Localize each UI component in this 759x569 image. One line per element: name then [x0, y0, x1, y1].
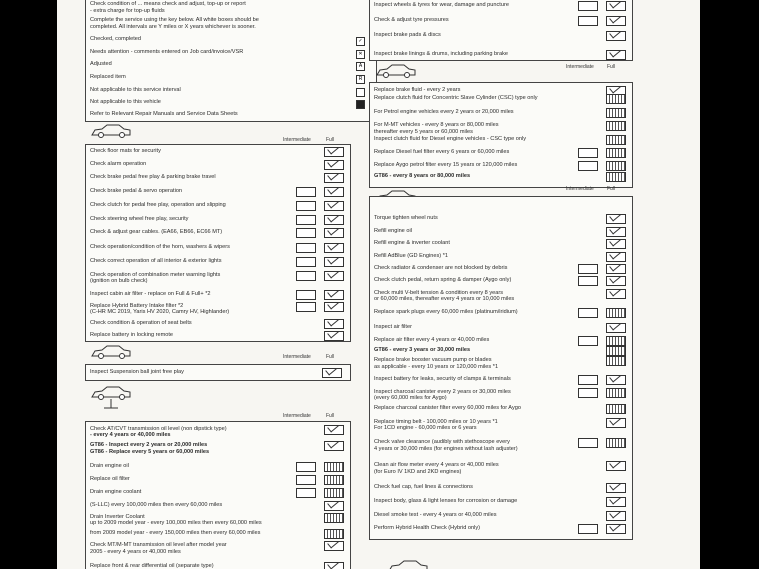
intermediate-checkbox[interactable]	[296, 215, 316, 225]
full-checkbox[interactable]	[324, 513, 344, 523]
full-checkbox[interactable]	[606, 346, 626, 356]
checklist-item: For M-MT vehicles - every 8 years or 80,000 miles	[374, 122, 499, 128]
full-checkbox[interactable]	[606, 16, 626, 26]
full-checkbox[interactable]	[606, 289, 626, 299]
key-line: Refer to Relevant Repair Manuals and Service Data Sheets	[90, 111, 238, 117]
checklist-item: Refill engine oil	[374, 228, 412, 234]
col-header-intermediate: Intermediate	[566, 186, 594, 192]
full-checkbox[interactable]	[324, 475, 344, 485]
intermediate-checkbox[interactable]	[296, 462, 316, 472]
checklist-item: Inspect body, glass & light lenses for corrosion or damage	[374, 498, 518, 504]
checklist-item: For Petrol engine vehicles every 2 years or 20,000 miles	[374, 109, 514, 115]
full-checkbox[interactable]	[324, 302, 344, 312]
checklist-item: Check brake pedal & servo operation	[90, 188, 183, 194]
intermediate-checkbox[interactable]	[578, 308, 598, 318]
checklist-item: Check floor mats for security	[90, 148, 161, 154]
service-checklist-sheet	[57, 0, 700, 569]
checklist-item: Check operation of combination meter warning lights	[90, 272, 221, 278]
key-line: Complete the service using the key below. All white boxes should be	[90, 17, 259, 23]
key-panel	[85, 0, 377, 122]
car-on-lift-icon	[90, 386, 136, 410]
checklist-item: Drain engine oil	[90, 463, 129, 469]
left-section-cabin	[85, 144, 351, 342]
checklist-item: Inspect air filter	[374, 324, 412, 330]
col-header-intermediate: Intermediate	[283, 137, 311, 143]
checklist-item: Check fuel cap, fuel lines & connections	[374, 484, 473, 490]
full-checkbox[interactable]	[606, 438, 626, 448]
checklist-item: Replace air filter every 4 years or 40,000 miles	[374, 337, 490, 343]
intermediate-checkbox[interactable]	[296, 475, 316, 485]
checklist-item: GT86 - every 8 years or 80,000 miles	[374, 173, 471, 179]
key-line: Adjusted	[90, 61, 112, 67]
checklist-item: up to 2009 model year - every 100,000 miles then every 60,000 miles	[90, 520, 262, 526]
key-line: - extra charge for top-up fluids	[90, 8, 165, 14]
checklist-item: Check alarm operation	[90, 161, 147, 167]
full-checkbox[interactable]	[324, 201, 344, 211]
intermediate-checkbox[interactable]	[296, 488, 316, 498]
full-checkbox[interactable]	[606, 497, 626, 507]
checklist-item: Replace front & rear differential oil (separate type)	[90, 563, 214, 569]
checklist-item: Check condition & operation of seat belts	[90, 320, 192, 326]
full-checkbox[interactable]	[606, 404, 626, 414]
checklist-item: Replace brake booster vacuum pump or blades	[374, 357, 492, 363]
intermediate-checkbox[interactable]	[578, 375, 598, 385]
key-line: Needs attention - comments entered on Job card/invoice/VSR	[90, 49, 244, 55]
intermediate-checkbox[interactable]	[578, 264, 598, 274]
full-checkbox[interactable]	[606, 388, 626, 398]
intermediate-checkbox[interactable]	[296, 243, 316, 253]
checklist-item: Check operation/condition of the horn, washers & wipers	[90, 244, 230, 250]
full-checkbox[interactable]	[606, 172, 626, 182]
checklist-item: or 60,000 miles, thereafter every 4 years or 10,000 miles	[374, 296, 515, 302]
checklist-item: Perform Hybrid Health Check (Hybrid only)	[374, 525, 481, 531]
full-checkbox[interactable]	[324, 173, 344, 183]
checklist-item: Check correct operation of all interior & exterior lights	[90, 258, 222, 264]
full-checkbox[interactable]	[606, 94, 626, 104]
full-checkbox[interactable]	[324, 187, 344, 197]
full-checkbox[interactable]	[606, 148, 626, 158]
full-checkbox[interactable]	[606, 31, 626, 41]
checklist-item: Check radiator & condenser are not blocked by debris	[374, 265, 508, 271]
checklist-item: Replace Aygo petrol filter every 15 years or 120,000 miles	[374, 162, 518, 168]
checklist-item: Replace battery in locking remote	[90, 332, 174, 338]
checklist-item: Inspect Suspension ball joint free play	[90, 369, 184, 375]
col-header-intermediate: Intermediate	[566, 64, 594, 70]
intermediate-checkbox[interactable]	[296, 257, 316, 267]
key-line: Not applicable to this vehicle	[90, 99, 161, 105]
full-checkbox[interactable]	[606, 461, 626, 471]
col-header-full: Full	[326, 137, 335, 143]
checklist-item: Check clutch pedal, return spring & damper (Aygo only)	[374, 277, 512, 283]
key-line: Not applicable to this service interval	[90, 87, 181, 93]
intermediate-checkbox[interactable]	[578, 148, 598, 158]
checklist-item: (for Euro IV 1KD and 2KD engines)	[374, 469, 462, 475]
key-line: Replaced item	[90, 74, 126, 80]
left-section-suspension	[85, 364, 351, 381]
intermediate-checkbox[interactable]	[296, 187, 316, 197]
full-checkbox[interactable]	[324, 541, 344, 551]
intermediate-checkbox[interactable]	[578, 1, 598, 11]
checklist-item: Replace brake fluid - every 2 years	[374, 87, 461, 93]
key-symbol-not-interval	[356, 88, 365, 97]
checklist-item: GT86 - Replace every 5 years or 60,000 miles	[90, 449, 210, 455]
checklist-item: - every 4 years or 40,000 miles	[90, 432, 171, 438]
checklist-item: Check valve clearance (audibly with stethoscope every	[374, 439, 510, 445]
checklist-item: (C-HR MC 2019, Yaris HV 2020, Camry HV, Highlander)	[90, 309, 230, 315]
checklist-item: Replace Hybrid Battery Intake filter *2	[90, 303, 184, 309]
right-section-wheels	[369, 0, 633, 61]
checklist-item: as applicable - every 10 years or 120,000 miles *1	[374, 364, 499, 370]
col-header-full: Full	[326, 413, 335, 419]
checklist-item: Refill AdBlue (GD Engines) *1	[374, 253, 448, 259]
full-checkbox[interactable]	[606, 1, 626, 11]
checklist-item: Inspect cabin air filter - replace on Full & Full+ *2	[90, 291, 211, 297]
checklist-item: from 2009 model year - every 150,000 miles then every 60,000 miles	[90, 530, 261, 536]
checklist-item: Refill engine & inverter coolant	[374, 240, 450, 246]
full-checkbox[interactable]	[606, 323, 626, 333]
left-section-underbody	[85, 421, 351, 569]
full-checkbox[interactable]	[324, 425, 344, 435]
intermediate-checkbox[interactable]	[578, 388, 598, 398]
key-symbol-not-vehicle: ■	[356, 100, 365, 109]
full-checkbox[interactable]	[606, 356, 626, 366]
checklist-item: Check brake pedal free play & parking brake travel	[90, 174, 216, 180]
right-section-engine	[369, 196, 633, 540]
checklist-item: Check multi V-belt tension & condition every 8 years	[374, 290, 504, 296]
checklist-item: Clean air flow meter every 4 years or 40,000 miles	[374, 462, 499, 468]
checklist-item: (S-LLC) every 100,000 miles then every 60,000 miles	[90, 502, 223, 508]
intermediate-checkbox[interactable]	[296, 271, 316, 281]
checklist-item: Replace Diesel fuel filter every 6 years or 60,000 miles	[374, 149, 510, 155]
intermediate-checkbox[interactable]	[578, 438, 598, 448]
col-header-full: Full	[607, 64, 616, 70]
full-checkbox[interactable]	[324, 228, 344, 238]
full-checkbox[interactable]	[606, 135, 626, 145]
intermediate-checkbox[interactable]	[296, 228, 316, 238]
car-icon	[90, 345, 132, 359]
checklist-item: Torque tighten wheel nuts	[374, 215, 438, 221]
col-header-intermediate: Intermediate	[283, 354, 311, 360]
full-checkbox[interactable]	[606, 121, 626, 131]
full-checkbox[interactable]	[324, 331, 344, 341]
intermediate-checkbox[interactable]	[578, 161, 598, 171]
checklist-item: Check steering wheel free play, security	[90, 216, 189, 222]
intermediate-checkbox[interactable]	[578, 336, 598, 346]
checklist-item: Check & adjust tyre pressures	[374, 17, 449, 23]
full-checkbox[interactable]	[324, 562, 344, 569]
full-checkbox[interactable]	[606, 524, 626, 534]
car-icon	[90, 124, 132, 138]
checklist-item: GT86 - Inspect every 2 years or 20,000 miles	[90, 442, 208, 448]
checklist-item: thereafter every 5 years or 60,000 miles	[374, 129, 473, 135]
intermediate-checkbox[interactable]	[578, 276, 598, 286]
checklist-item: Diesel smoke test - every 4 years or 40,000 miles	[374, 512, 497, 518]
checklist-item: Inspect brake linings & drums, including parking brake	[374, 51, 509, 57]
checklist-item: Replace oil filter	[90, 476, 130, 482]
key-symbol-replaced: R	[356, 75, 365, 84]
checklist-item: Replace timing belt - 100,000 miles or 10 years *1	[374, 419, 498, 425]
full-checkbox[interactable]	[606, 483, 626, 493]
full-checkbox[interactable]	[606, 336, 626, 346]
key-line: Checked, completed	[90, 36, 141, 42]
checklist-item: (ignition on bulb check)	[90, 278, 148, 284]
checklist-item: 2005 - every 4 years or 40,000 miles	[90, 549, 181, 555]
col-header-intermediate: Intermediate	[283, 413, 311, 419]
full-checkbox[interactable]	[324, 257, 344, 267]
checklist-item: For 1CD engine - 60,000 miles or 6 years	[374, 425, 477, 431]
checklist-item: 4 years or 30,000 miles (for engines without lash adjuster)	[374, 446, 518, 452]
intermediate-checkbox[interactable]	[578, 524, 598, 534]
checklist-item: Inspect clutch fluid for Diesel engine vehicles - CSC type only	[374, 136, 527, 142]
checklist-item: Check MT/M-MT transmission oil level after model year	[90, 542, 227, 548]
key-symbol-checked: ✓	[356, 37, 365, 46]
car-icon	[387, 560, 429, 569]
car-icon	[375, 64, 417, 78]
checklist-item: GT86 - every 3 years or 30,000 miles	[374, 347, 471, 353]
intermediate-checkbox[interactable]	[296, 302, 316, 312]
checklist-item: Check AT/CVT transmission oil level (non dipstick type)	[90, 426, 227, 432]
intermediate-checkbox[interactable]	[296, 290, 316, 300]
full-checkbox[interactable]	[606, 108, 626, 118]
checklist-item: Check clutch for pedal free play, operation and slipping	[90, 202, 226, 208]
full-checkbox[interactable]	[606, 308, 626, 318]
key-line: completed. All intervals are Y miles or X years whichever is sooner.	[90, 24, 256, 30]
checklist-item: Drain Inverter Coolant	[90, 514, 145, 520]
checklist-item: Inspect charcoal canister every 2 years or 30,000 miles	[374, 389, 511, 395]
full-checkbox[interactable]	[324, 441, 344, 451]
full-checkbox[interactable]	[606, 161, 626, 171]
right-section-fluids	[369, 82, 633, 188]
full-checkbox[interactable]	[324, 243, 344, 253]
checklist-item: Drain engine coolant	[90, 489, 142, 495]
checklist-item: Inspect wheels & tyres for wear, damage and puncture	[374, 2, 509, 8]
full-checkbox[interactable]	[324, 462, 344, 472]
checklist-item: Replace spark plugs every 60,000 miles (platinum/iridium)	[374, 309, 518, 315]
key-line: Check condition of ... means check and adjust, top-up or report	[90, 1, 246, 7]
full-checkbox[interactable]	[324, 271, 344, 281]
col-header-full: Full	[326, 354, 335, 360]
checklist-item: Replace charcoal canister filter every 60,000 miles for Aygo	[374, 405, 521, 411]
checklist-item: Inspect battery for leaks, security of clamps & terminals	[374, 376, 511, 382]
checklist-item: Replace clutch fluid for Concentric Slave Cylinder (CSC) type only	[374, 95, 538, 101]
key-symbol-attention: ✕	[356, 50, 365, 59]
full-checkbox[interactable]	[606, 50, 626, 60]
full-checkbox[interactable]	[324, 501, 344, 511]
checklist-item: (every 60,000 miles for Aygo)	[374, 395, 447, 401]
intermediate-checkbox[interactable]	[296, 201, 316, 211]
intermediate-checkbox[interactable]	[578, 16, 598, 26]
key-symbol-adjusted: A	[356, 62, 365, 71]
checklist-item: Inspect brake pads & discs	[374, 32, 441, 38]
col-header-full: Full	[607, 186, 616, 192]
full-checkbox[interactable]	[606, 418, 626, 428]
full-checkbox[interactable]	[322, 368, 342, 378]
full-checkbox[interactable]	[606, 375, 626, 385]
checklist-item: Check & adjust gear cables. (EA66, EB66, EC66 MT)	[90, 229, 223, 235]
